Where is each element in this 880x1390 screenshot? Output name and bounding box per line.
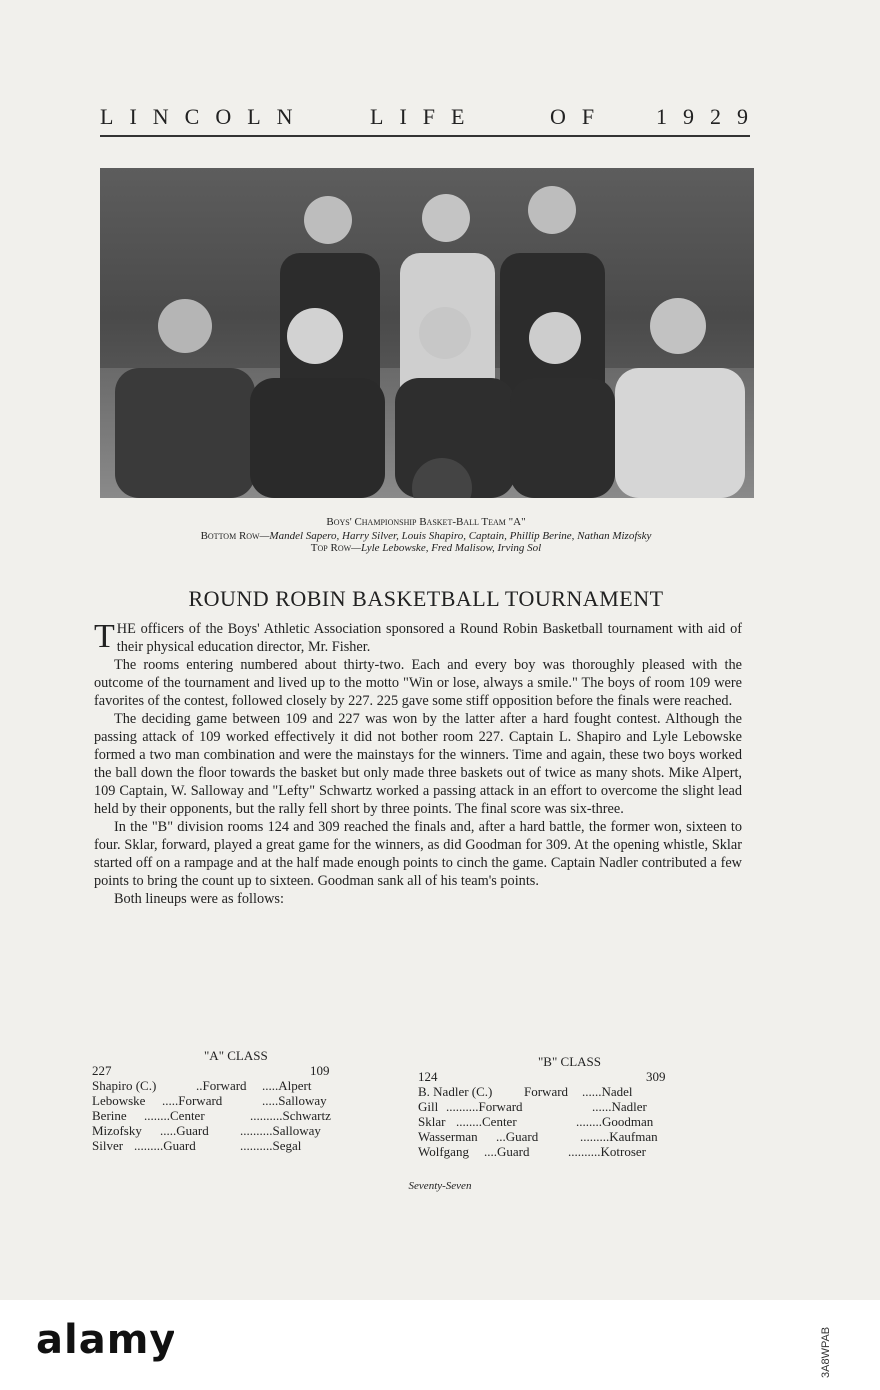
- lineup-b-team2: 309: [646, 1069, 666, 1084]
- lineup-a-team1: 227: [92, 1063, 112, 1078]
- article-body: [94, 620, 742, 908]
- lineup-b-team1: 124: [418, 1069, 438, 1084]
- photo-caption-bottom-row: [94, 530, 758, 542]
- team-photo: [100, 168, 754, 498]
- lineup-a-row: Lebowske .....Forward .....Salloway: [92, 1093, 327, 1108]
- lineup-b-row: Sklar ........Center ........Goodman: [418, 1114, 654, 1129]
- header-word-of: OF: [550, 104, 611, 129]
- paragraph-3: The deciding game between 109 and 227 was won by the latter after a hard fought contest. Although the passing attack of 109 worked effectively it did not bother room 227. Captain L. Shapiro and Lyle Lebowske formed a two man combination and were the mainstays for the winners. Time and again, these two boys worked the ball down the floor towards the basket but only made three baskets out of twice as many shots. Mike Alpert, 109 Captain, W. Salloway and "Lefty" Schwartz worked a passing attack in an effort to overcome the slight lead held by their opponents, but the rally fell short by three points. The final score was six-three.: [94, 711, 742, 817]
- top-row-label: Top Row: [310, 542, 352, 554]
- top-row-names: —Lyle Lebowske, Fred Malisow, Irving Sol: [351, 542, 542, 554]
- lineup-a-class: [92, 1048, 392, 1153]
- lineup-b-row: Gill ..........Forward ......Nadler: [418, 1099, 647, 1114]
- running-header: [100, 104, 764, 137]
- lineup-a-team2: 109: [310, 1063, 330, 1078]
- lineup-a-row: Silver .........Guard ..........Segal: [92, 1138, 302, 1153]
- bottom-row-names: —Mandel Sapero, Harry Silver, Louis Shapiro, Captain, Phillip Berine, Nathan Mizofsky: [259, 530, 652, 542]
- lineup-b-heading: "B" CLASS: [538, 1054, 601, 1069]
- lineup-b-class: [418, 1054, 738, 1159]
- paragraph-5: Both lineups were as follows:: [114, 891, 284, 907]
- lineup-b-row: B. Nadler (C.) Forward ......Nadel: [418, 1084, 633, 1099]
- alamy-logo-icon: [34, 1313, 174, 1365]
- bottom-row-label: Bottom Row: [200, 530, 260, 542]
- article-title: ROUND ROBIN BASKETBALL TOURNAMENT: [188, 586, 664, 611]
- header-year: 1929: [656, 104, 764, 129]
- image-id: 3A8WPAB: [820, 1326, 832, 1378]
- lineup-b-row: Wolfgang ....Guard ..........Kotroser: [418, 1144, 646, 1159]
- lineup-a-row: Shapiro (C.) ..Forward .....Alpert: [92, 1078, 312, 1093]
- header-word-life: LIFE: [370, 104, 481, 129]
- lineup-b-row: Wasserman ...Guard .........Kaufman: [418, 1129, 658, 1144]
- page-folio: Seventy-Seven: [408, 1180, 472, 1192]
- team-photo-illustration: [100, 168, 754, 498]
- paragraph-2: The rooms entering numbered about thirty-two. Each and every boy was thoroughly pleased with the outcome of the tournament and lived up to the motto "Win or lose, always a smile." The boys of room 109 were favorites of the contest, followed closely by 227. 225 gave some stiff opposition before the finals were reached.: [94, 657, 742, 709]
- lineup-a-heading: "A" CLASS: [204, 1048, 268, 1063]
- header-word-lincoln: LINCOLN: [100, 104, 309, 129]
- drop-cap: T: [94, 618, 115, 655]
- lineup-a-row: Mizofsky .....Guard ..........Salloway: [92, 1123, 321, 1138]
- paragraph-1: THE officers of the Boys' Athletic Association sponsored a Round Robin Basketball tournament with aid of their physical education director, Mr. Fisher.: [94, 618, 742, 655]
- lineup-a-row: Berine ........Center ..........Schwartz: [92, 1108, 331, 1123]
- photo-caption-title: Boys' Championship Basket-Ball Team "A": [326, 516, 526, 528]
- photo-caption-top-row: [94, 542, 758, 554]
- svg-text:alamy: alamy: [36, 1317, 174, 1363]
- paragraph-4: In the "B" division rooms 124 and 309 reached the finals and, after a hard battle, the former won, sixteen to four. Sklar, forward, played a great game for the winners, as did Goodman for 309. At the opening whistle, Sklar started off on a rampage and at the half made enough points to cinch the game. Captain Nadler contributed a few points to bring the count up to sixteen. Goodman sank all of his team's points.: [94, 819, 742, 889]
- alamy-logo: [34, 1313, 174, 1375]
